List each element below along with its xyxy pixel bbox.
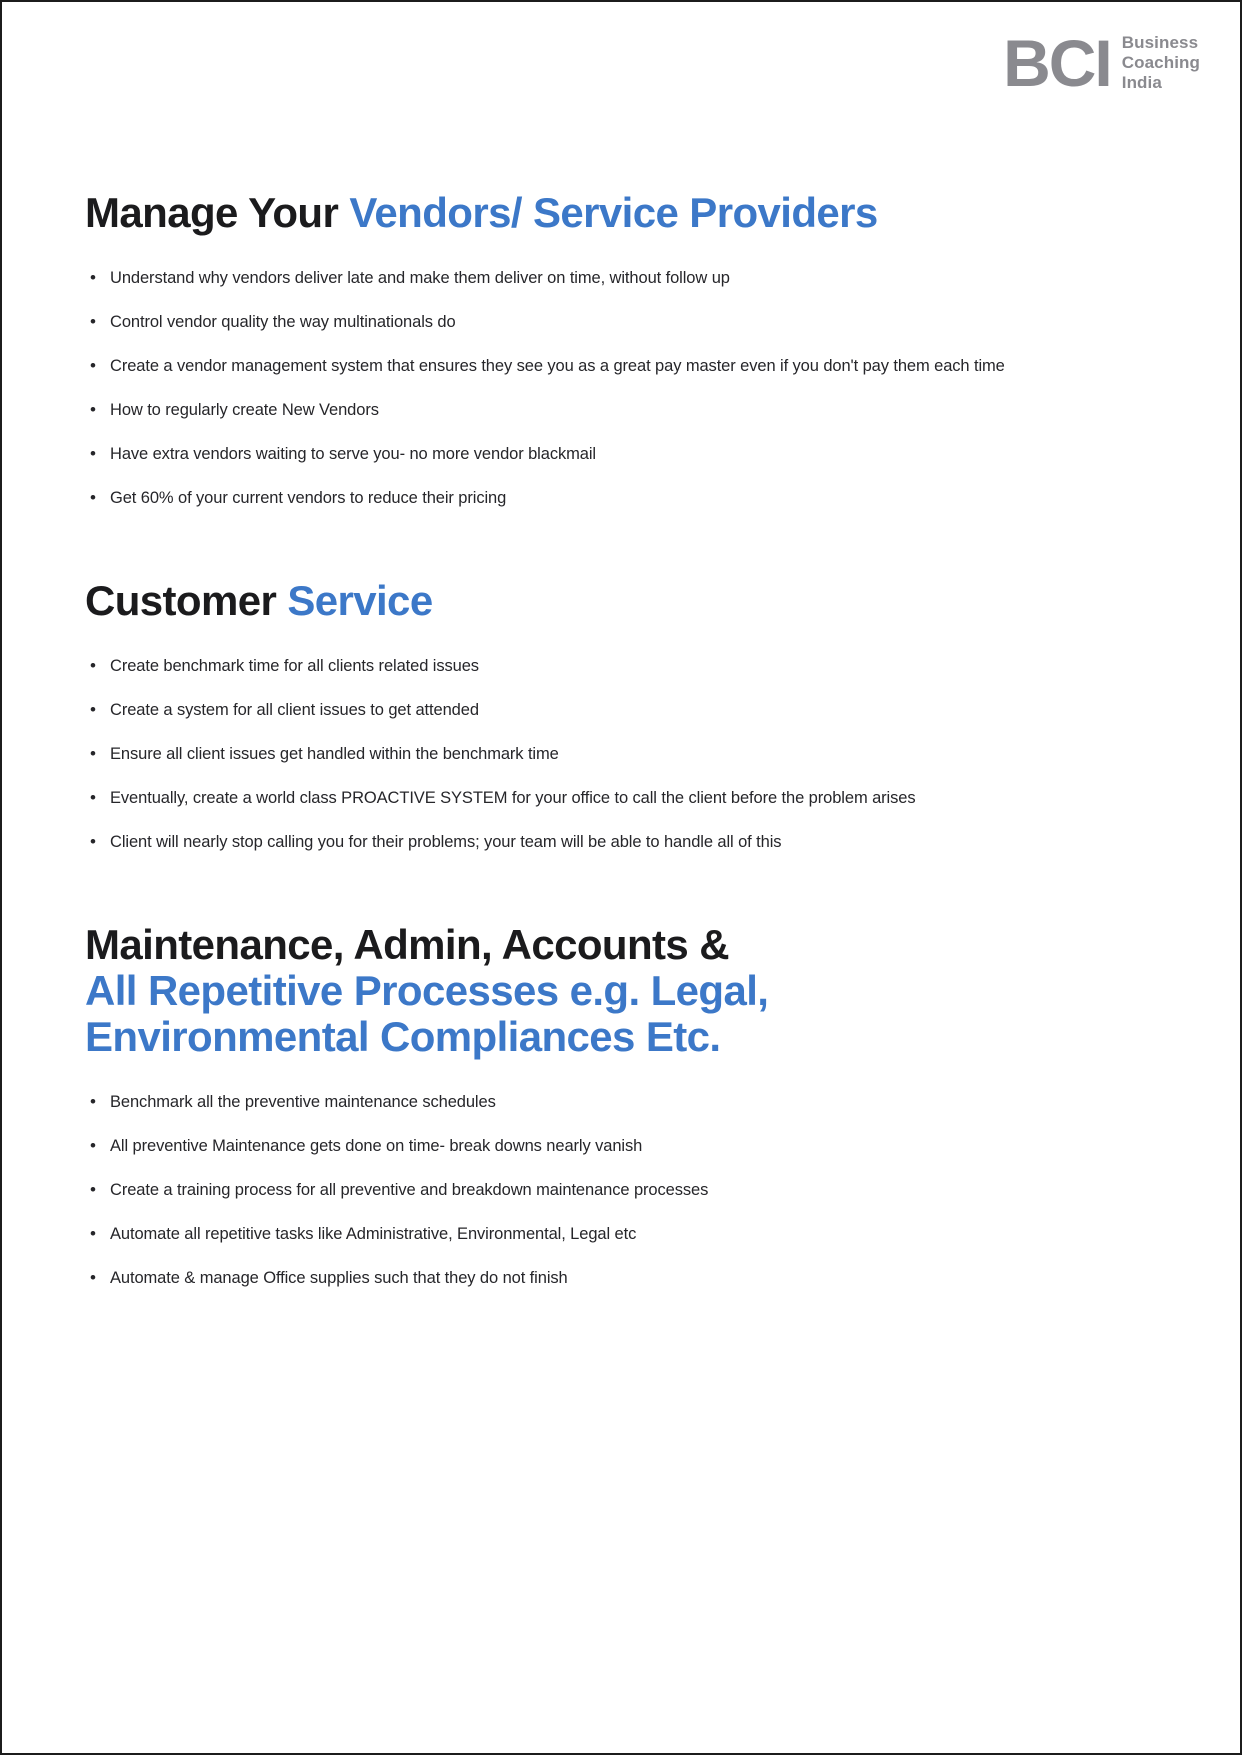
heading-blue-part	[85, 967, 768, 1060]
logo-name-line3: India	[1121, 73, 1162, 93]
heading-blue-part: Vendors/ Service Providers	[349, 189, 878, 236]
list-item: • How to regularly create New Vendors	[85, 394, 1050, 426]
list-item: • Create a training process for all preventive and breakdown maintenance processes	[85, 1174, 1050, 1206]
list-item: • All preventive Maintenance gets done on time- break downs nearly vanish	[85, 1130, 1050, 1162]
list-item: • Control vendor quality the way multinationals do	[85, 306, 1050, 338]
list-item: • Understand why vendors deliver late and make them deliver on time, without follow up	[85, 262, 1050, 294]
section-customer-service-heading	[85, 578, 1150, 624]
section-maintenance	[85, 922, 1150, 1294]
logo-name-line1: Business	[1121, 33, 1199, 53]
maintenance-bullet-list	[85, 1086, 1050, 1294]
section-maintenance-heading	[85, 922, 1150, 1060]
list-item: • Eventually, create a world class PROACTIVE SYSTEM for your office to call the client before the problem arises	[85, 782, 1050, 814]
customer-service-bullet-list	[85, 650, 1050, 858]
vendors-bullet-list	[85, 262, 1050, 514]
list-item: • Ensure all client issues get handled within the benchmark time	[85, 738, 1050, 770]
list-item: • Create a vendor management system that ensures they see you as a great pay master even if you don't pay them each time	[85, 350, 1050, 382]
heading-blue-part: Service	[287, 577, 433, 624]
heading-blue-line1: All Repetitive Processes e.g. Legal,	[85, 967, 769, 1014]
logo-name	[1122, 33, 1200, 93]
list-item: • Automate & manage Office supplies such that they do not finish	[85, 1262, 1050, 1294]
list-item: • Get 60% of your current vendors to reduce their pricing	[85, 482, 1050, 514]
logo-abbr: BCI	[1003, 26, 1111, 100]
bci-logo	[1003, 26, 1200, 100]
heading-black-part: Maintenance, Admin, Accounts &	[85, 921, 729, 968]
heading-blue-line2: Environmental Compliances Etc.	[85, 1013, 721, 1060]
list-item: • Create benchmark time for all clients related issues	[85, 650, 1050, 682]
heading-black-part: Manage Your	[85, 189, 339, 236]
list-item: • Have extra vendors waiting to serve you- no more vendor blackmail	[85, 438, 1050, 470]
section-vendors-heading	[85, 190, 1150, 236]
heading-black-part: Customer	[85, 577, 277, 624]
section-customer-service	[85, 578, 1150, 858]
logo-name-line2: Coaching	[1121, 53, 1200, 73]
list-item: • Create a system for all client issues to get attended	[85, 694, 1050, 726]
list-item: • Benchmark all the preventive maintenance schedules	[85, 1086, 1050, 1118]
list-item: • Automate all repetitive tasks like Administrative, Environmental, Legal etc	[85, 1218, 1050, 1250]
section-vendors	[85, 2, 1150, 514]
list-item: • Client will nearly stop calling you for their problems; your team will be able to handle all of this	[85, 826, 1050, 858]
